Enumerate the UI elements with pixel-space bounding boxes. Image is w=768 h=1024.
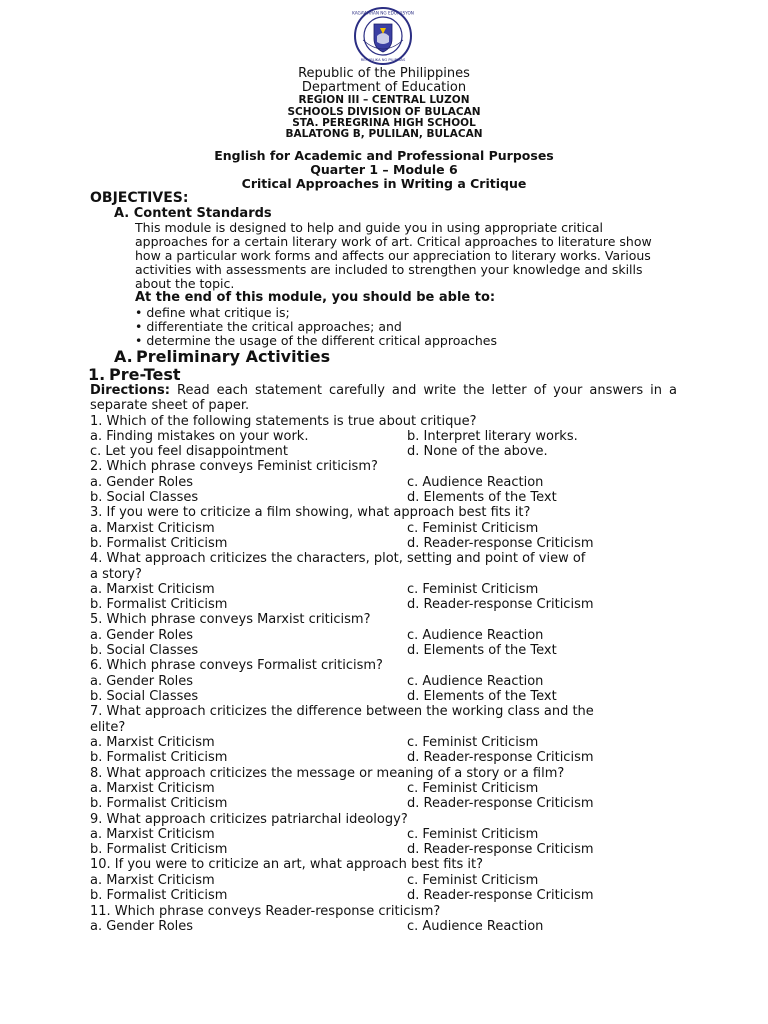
pretest-number: 1. — [88, 365, 106, 384]
choice: c. Audience Reaction — [407, 919, 544, 934]
choice: b. Formalist Criticism — [90, 750, 228, 765]
choice: a. Marxist Criticism — [90, 735, 215, 750]
choice: c. Feminist Criticism — [407, 735, 539, 750]
choice: d. Reader-response Criticism — [407, 536, 594, 551]
question-text: 9. What approach criticizes patriarchal ideology? — [90, 812, 408, 827]
choice: b. Social Classes — [90, 643, 199, 658]
preliminary-letter: A. — [114, 347, 133, 366]
choice: b. Formalist Criticism — [90, 888, 228, 903]
objective-bullet: • define what critique is; — [135, 305, 290, 320]
question-text: 3. If you were to criticize a film showing, what approach best fits it? — [90, 505, 531, 520]
question-text: 1. Which of the following statements is true about critique? — [90, 414, 477, 429]
choice: b. Formalist Criticism — [90, 597, 228, 612]
question-text-cont: a story? — [90, 567, 142, 582]
choice: a. Marxist Criticism — [90, 873, 215, 888]
header-address: BALATONG B, PULILAN, BULACAN — [285, 128, 483, 140]
topic-title: Critical Approaches in Writing a Critique — [241, 176, 527, 191]
choice: d. Reader-response Criticism — [407, 842, 594, 857]
question-text: 10. If you were to criticize an art, what approach best fits it? — [90, 857, 483, 872]
question-text: 6. Which phrase conveys Formalist criticism? — [90, 658, 383, 673]
choice: a. Gender Roles — [90, 628, 194, 643]
question-text: 7. What approach criticizes the difference between the working class and the — [90, 704, 594, 719]
choice: a. Finding mistakes on your work. — [90, 429, 309, 444]
choice: b. Formalist Criticism — [90, 796, 228, 811]
svg-text:KAGAWARAN NG EDUKASYON: KAGAWARAN NG EDUKASYON — [352, 10, 414, 16]
directions — [90, 383, 677, 413]
choice: b. Formalist Criticism — [90, 536, 228, 551]
pretest-heading: Pre-Test — [109, 365, 181, 384]
choice: d. Reader-response Criticism — [407, 750, 594, 765]
question-text: 5. Which phrase conveys Marxist criticism? — [90, 612, 371, 627]
choice: a. Marxist Criticism — [90, 781, 215, 796]
question-text: 8. What approach criticizes the message or meaning of a story or a film? — [90, 766, 565, 781]
header-school: STA. PEREGRINA HIGH SCHOOL — [292, 117, 476, 129]
question-text-cont: elite? — [90, 720, 126, 735]
choice: c. Audience Reaction — [407, 674, 544, 689]
choice: d. Elements of the Text — [407, 643, 557, 658]
header-republic: Republic of the Philippines — [298, 66, 470, 81]
choice: c. Feminist Criticism — [407, 781, 539, 796]
choice: a. Marxist Criticism — [90, 827, 215, 842]
choice: a. Gender Roles — [90, 674, 194, 689]
choice: b. Interpret literary works. — [407, 429, 578, 444]
quarter-title: Quarter 1 – Module 6 — [310, 162, 458, 177]
choice: b. Formalist Criticism — [90, 842, 228, 857]
choice: d. None of the above. — [407, 444, 548, 459]
header-region: REGION III – CENTRAL LUZON — [298, 94, 470, 106]
choice: d. Elements of the Text — [407, 490, 557, 505]
choice: c. Audience Reaction — [407, 475, 544, 490]
course-title: English for Academic and Professional Purposes — [214, 148, 554, 163]
deped-seal-logo — [347, 6, 419, 66]
objectives-heading: OBJECTIVES: — [90, 190, 189, 206]
objective-bullet: • differentiate the critical approaches; and — [135, 319, 402, 334]
directions-label: Directions: — [90, 383, 170, 398]
choice: c. Feminist Criticism — [407, 582, 539, 597]
choice: d. Reader-response Criticism — [407, 796, 594, 811]
choice: c. Let you feel disappointment — [90, 444, 288, 459]
choice: a. Marxist Criticism — [90, 582, 215, 597]
end-of-module-label: At the end of this module, you should be able to: — [135, 290, 496, 305]
objective-bullet: • determine the usage of the different critical approaches — [135, 333, 498, 348]
choice: b. Social Classes — [90, 689, 199, 704]
choice: d. Reader-response Criticism — [407, 888, 594, 903]
question-text: 11. Which phrase conveys Reader-response criticism? — [90, 904, 441, 919]
choice: a. Gender Roles — [90, 919, 194, 934]
question-text: 2. Which phrase conveys Feminist criticism? — [90, 459, 378, 474]
content-standards-heading: A. Content Standards — [114, 206, 272, 221]
choice: a. Marxist Criticism — [90, 521, 215, 536]
choice: d. Reader-response Criticism — [407, 597, 594, 612]
choice: b. Social Classes — [90, 490, 199, 505]
choice: a. Gender Roles — [90, 475, 194, 490]
choice: c. Feminist Criticism — [407, 521, 539, 536]
choice: c. Feminist Criticism — [407, 873, 539, 888]
preliminary-heading: Preliminary Activities — [136, 347, 331, 366]
directions-text: Read each statement carefully and write the letter of your answers in a separate sheet of paper. — [90, 383, 677, 413]
header-division: SCHOOLS DIVISION OF BULACAN — [287, 106, 481, 118]
choice: c. Audience Reaction — [407, 628, 544, 643]
objectives-description: This module is designed to help and guide you in using appropriate critical approaches for a certain literary work of art. Critical approaches to literature show how a particular work forms and affects our appreciation to literary works. Various activities with assessments are included to strengthen your knowledge and skills about the topic. — [135, 220, 652, 291]
question-text: 4. What approach criticizes the characters, plot, setting and point of view of — [90, 551, 586, 566]
choice: d. Elements of the Text — [407, 689, 557, 704]
choice: c. Feminist Criticism — [407, 827, 539, 842]
header-department: Department of Education — [301, 80, 467, 95]
svg-text:REPUBLIKA NG PILIPINAS: REPUBLIKA NG PILIPINAS — [360, 58, 406, 62]
